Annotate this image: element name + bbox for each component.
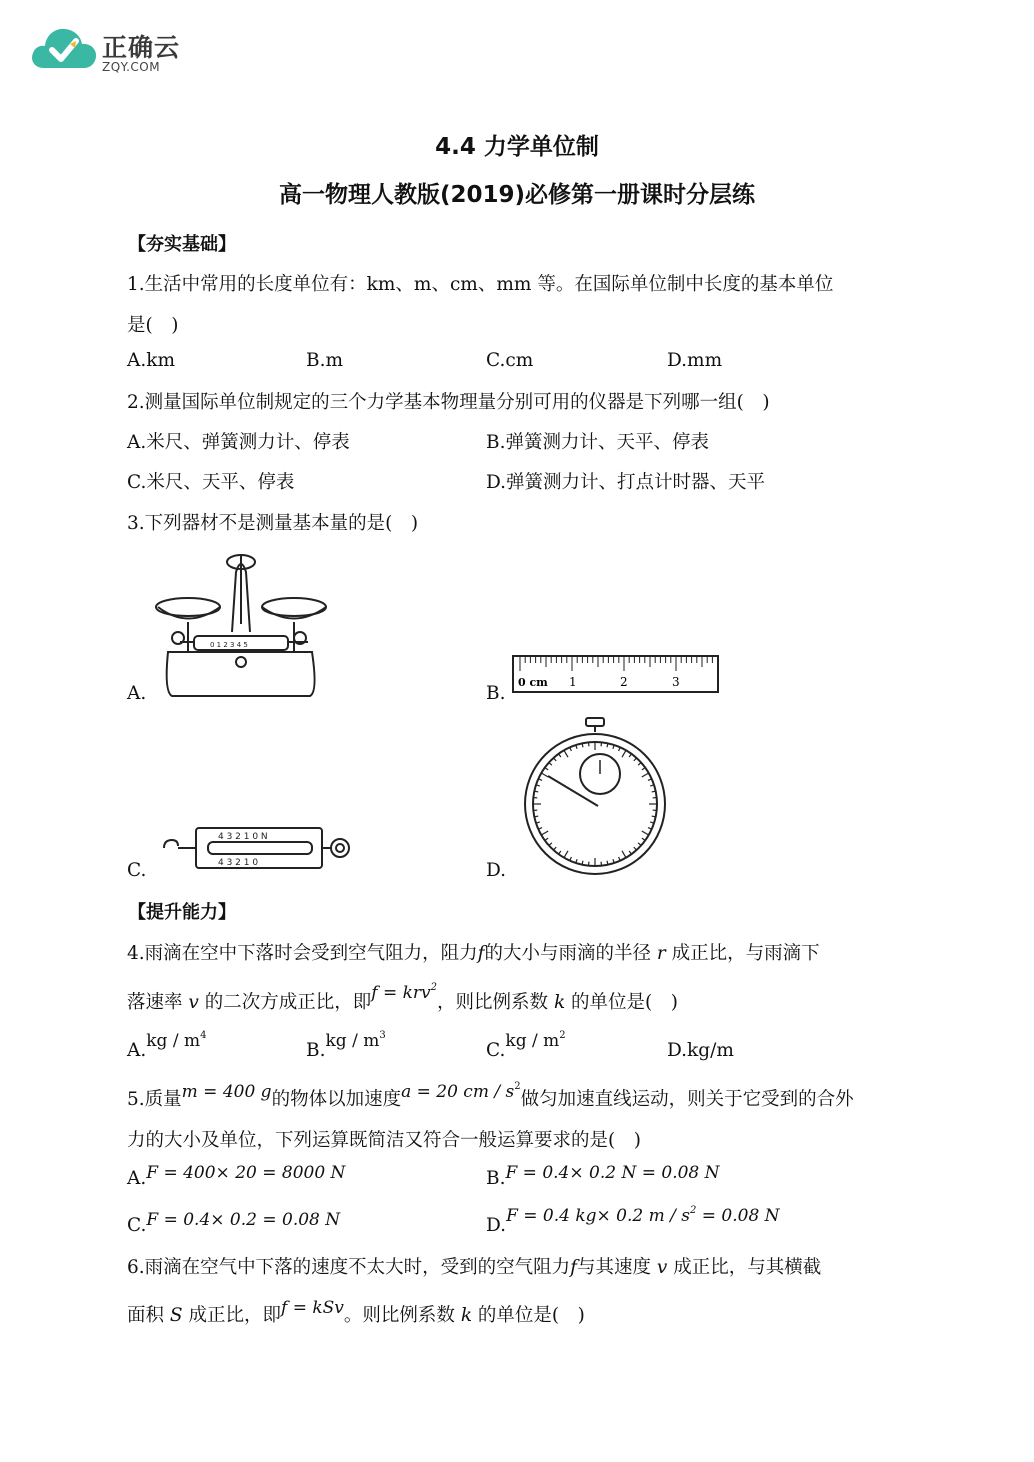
ruler-image — [512, 654, 720, 694]
q3-option-d: D. — [486, 860, 507, 881]
q3-option-c: C. — [127, 860, 147, 881]
page-title: 4.4 力学单位制 — [435, 134, 599, 160]
q4-formula: f = krv$^2$ — [371, 982, 438, 1003]
brand-logo — [30, 22, 190, 78]
q6-formula: f = kSv — [281, 1298, 344, 1318]
q5-stem-line1: 5.质量m = 400 g的物体以加速度a = 20 cm / $s^2$做匀加速直线运动，则关于它受到的合外 — [127, 1081, 854, 1110]
var-f: f — [477, 943, 485, 964]
svg-text:0 1 2 3 4 5: 0 1 2 3 4 5 — [210, 641, 248, 649]
q2-stem: 2.测量国际单位制规定的三个力学基本物理量分别可用的仪器是下列哪一组( ) — [127, 392, 770, 413]
q4-option-c: $C.kg / m^2$ — [486, 1030, 566, 1061]
q3-option-a: A. — [127, 683, 147, 704]
spring-scale-image — [160, 822, 352, 872]
var-k: k — [553, 992, 566, 1013]
q1-stem-line2: 是( ) — [127, 315, 179, 336]
logo-text-en: ZQY.COM — [102, 60, 161, 74]
page-subtitle: 高一物理人教版(2019)必修第一册课时分层练 — [278, 182, 756, 208]
q4-stem-line2: 落速率 v 的二次方成正比，即f = krv$^2$，则比例系数 k 的单位是( ) — [127, 982, 678, 1013]
q2-option-b: B.弹簧测力计、天平、停表 — [486, 432, 709, 453]
var-r: r — [656, 943, 666, 964]
ruler-label-0: 0 cm — [518, 676, 548, 689]
q3-stem: 3.下列器材不是测量基本量的是( ) — [127, 513, 419, 534]
q5-option-d: D.F = 0.4 kg× 0.2 $m / s^2 = 0.08$ N — [486, 1205, 780, 1236]
q6-stem-line2: 面积 S 成正比，即f = kSv。则比例系数 k 的单位是( ) — [127, 1298, 585, 1326]
ruler-label-2: 2 — [620, 675, 628, 689]
section-heading-basic: 【夯实基础】 — [128, 234, 236, 255]
q4-option-a: $A.kg / m^4$ — [127, 1030, 207, 1061]
balance-scale-image — [150, 552, 332, 700]
q5-stem-line2: 力的大小及单位，下列运算既简洁又符合一般运算要求的是( ) — [127, 1130, 641, 1151]
q2-option-d: D.弹簧测力计、打点计时器、天平 — [486, 472, 766, 493]
logo-text-cn: 正确云 — [102, 33, 181, 62]
q1-option-b: B.m — [306, 350, 344, 371]
q5-mass: m = 400 g — [181, 1082, 272, 1102]
svg-text:4 3 2 1 0: 4 3 2 1 0 — [218, 858, 259, 868]
section-heading-advanced: 【提升能力】 — [128, 902, 236, 923]
cloud-check-icon — [30, 22, 98, 74]
q1-option-a: A.km — [127, 350, 175, 371]
q3-option-b: B. — [486, 683, 506, 704]
ruler-label-1: 1 — [569, 675, 577, 689]
q1-option-d: D.mm — [667, 350, 723, 371]
q5-option-b: B.F = 0.4× 0.2 N = 0.08 N — [486, 1163, 720, 1189]
q5-option-a: A.F = 400× 20 = 8000 N — [127, 1163, 346, 1189]
q2-option-a: A.米尺、弹簧测力计、停表 — [127, 432, 350, 453]
var-v: v — [188, 992, 199, 1013]
q5-option-c: C.F = 0.4× 0.2 = 0.08 N — [127, 1210, 341, 1236]
q5-accel: a = 20 cm / s — [401, 1082, 515, 1102]
q4-option-d: D.kg/m — [667, 1040, 734, 1061]
q4-stem-line1: 4.雨滴在空中下落时会受到空气阻力，阻力f的大小与雨滴的半径 r 成正比，与雨滴下 — [127, 943, 820, 964]
q2-option-c: C.米尺、天平、停表 — [127, 472, 295, 493]
q1-option-c: C.cm — [486, 350, 534, 371]
svg-text:4 3 2 1 0 N: 4 3 2 1 0 N — [218, 832, 268, 842]
q4-option-b: $B.kg / m^3$ — [306, 1030, 386, 1061]
stopwatch-image — [524, 716, 666, 876]
q1-stem-line1: 1.生活中常用的长度单位有：km、m、cm、mm 等。在国际单位制中长度的基本单位 — [127, 274, 834, 295]
q6-stem-line1: 6.雨滴在空气中下落的速度不太大时，受到的空气阻力f与其速度 v 成正比，与其横截 — [127, 1257, 822, 1278]
ruler-label-3: 3 — [672, 675, 680, 689]
